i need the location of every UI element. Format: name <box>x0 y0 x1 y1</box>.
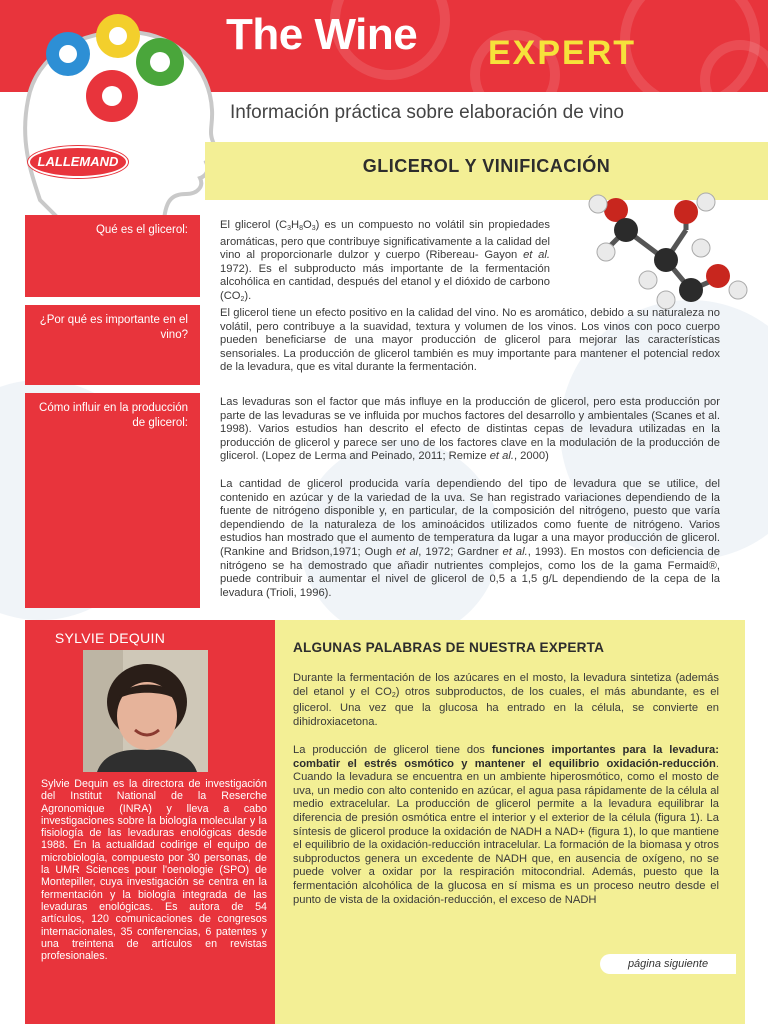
expert-words-panel <box>275 620 745 1024</box>
expert-bio-panel <box>25 620 275 1024</box>
gears-head-logo-icon <box>0 0 230 220</box>
glycerol-molecule-icon <box>586 190 756 310</box>
expert-section-title: ALGUNAS PALABRAS DE NUESTRA EXPERTA <box>293 640 605 655</box>
question-label-why: ¿Por qué es importante en el vino? <box>25 305 200 385</box>
lallemand-logo: LALLEMAND <box>28 146 128 178</box>
expert-paragraph-1: Durante la fermentación de los azúcares en el mosto, la levadura sintetiza (además del etanol y el $CO_2$) otros subproductos, de los cuales, el más abundante, es el glicerol. Una vez que la glucosa ha entrado en la célula, se convierte en dihidroxiacetona. <box>293 672 719 728</box>
next-page-link[interactable]: página siguiente <box>600 954 736 974</box>
expert-bio-text: Sylvie Dequin es la directora de investigación del Institut National de la Reserche Agronomique (INRA) y lleva a cabo investigaciones sobre la biología molecular y la fisiología de las levaduras enológicas desde 1988. En la actualidad codirige el equipo de microbiología, compuesto por 30 personas, de la UMR Sciences pour l'oenologie (SPO) de Montepiller, cuya investigación se centra en la fermentación y la biología integrada de las levaduras enológicas. Es autora de 54 artículos, 120 comunicaciones de congresos internacionales, 35 conferencias, 6 patentes y una treintena de artículos en revistas profesionales. <box>41 778 267 963</box>
paragraph-what: El glicerol $(C_3H_8O_3)$ es un compuesto no volátil sin propiedades aromáticas, pero que contribuye significativamente a la calidad del vino al proporcionarle dulzor y cuerpo (Ribereau- Gayon et al. 1972). Es el subproducto más importante de la fermentación alcohólica en cantidad, después del etanol y el dióxido de carbono $(CO_2)$. <box>220 219 550 303</box>
page-subtitle: Información práctica sobre elaboración de vino <box>230 102 624 123</box>
expert-photo <box>83 650 208 772</box>
brand-title: The Wine <box>226 10 418 59</box>
question-label-how: Cómo influir en la producción de glicerol: <box>25 393 200 608</box>
expert-paragraph-2: La producción de glicerol tiene dos funciones importantes para la levadura: combatir el estrés osmótico y mantener el equilibrio oxidación-reducción. Cuando la levadura se encuentra en un ambiente hiperosmótico, como el mosto de uva, un medio con alto contenido en azúcar, el agua pasa rápidamente de la célula al medio extracelular. La producción de glicerol permite a la levadura equilibrar la diferencia de presión osmótica entre el interior y el exterior de la célula (figura 1). La síntesis de glicerol produce la oxidación de NADH a NAD+ (figura 1), lo que mantiene el equilibrio de la oxidación-reducción intracelular. La formación de la biomasa y otros subproductos genera un excedente de NADH que, en ausencia de oxígeno, no se puede volver a oxidar por la respiración mitocondrial. Además, puesto que la fermentación alcohólica de la glucosa en sí misma es un proceso neutro desde el punto de vista de la oxidación-reducción, el exceso de NADH <box>293 744 720 906</box>
section-title: GLICEROL Y VINIFICACIÓN <box>362 156 611 176</box>
question-label-what: Qué es el glicerol: <box>25 215 200 297</box>
paragraph-how: Las levaduras son el factor que más influye en la producción de glicerol, pero esta producción por parte de las levaduras se ve influida por muchos factores del desarrollo y ambientales (Scanes et al. 1998). Varios estudios han descrito el efecto de distintas cepas de levadura utilizadas en la producción de glicerol y parece ser uno de los factores clave en la modulación de la producción de glicerol. (Lopez de Lerma and Peinado, 2011; Remize et al., 2000) <box>220 396 720 463</box>
expert-name: SYLVIE DEQUIN <box>54 630 166 646</box>
paragraph-why: El glicerol tiene un efecto positivo en la calidad del vino. No es aromático, debido a su naturaleza no volátil, pero contribuye a la suavidad, textura y volumen de los vinos. Los vinos con poco cuerpo pueden beneficiarse de una mayor producción de glicerol para mejorar las características sensoriales. La producción de glicerol también es muy importante para mantener el potencial redox de la levadura, que es vital durante la fermentación. <box>220 307 720 374</box>
paragraph-how-detail: La cantidad de glicerol producida varía dependiendo del tipo de levadura que se utilice, del contenido en azúcar y de la variedad de la uva. Se han registrado variaciones dependiendo de la fuente de nitrógeno disponible y, en particular, de la composición del nitrógeno, puesto que varía dependiendo de la naturaleza de los aminoácidos utilizados como fuente de nitrógeno. Varios estudios han mostrado que el aumento de temperatura da lugar a una mayor producción de glicerol. (Rankine and Bridson,1971; Ough et al, 1972; Gardner et al., 1993). En mostos con deficiencia de nitrógeno se ha demostrado que añadir nutrientes complejos, como los de la gama Fermaid®, puede contribuir a aumentar el nivel de glicerol de 0,5 a 1,5 g/L dependiendo de la cepa de la levadura (Trioli, 1996). <box>220 478 720 599</box>
brand-title-accent: EXPERT <box>488 34 637 72</box>
